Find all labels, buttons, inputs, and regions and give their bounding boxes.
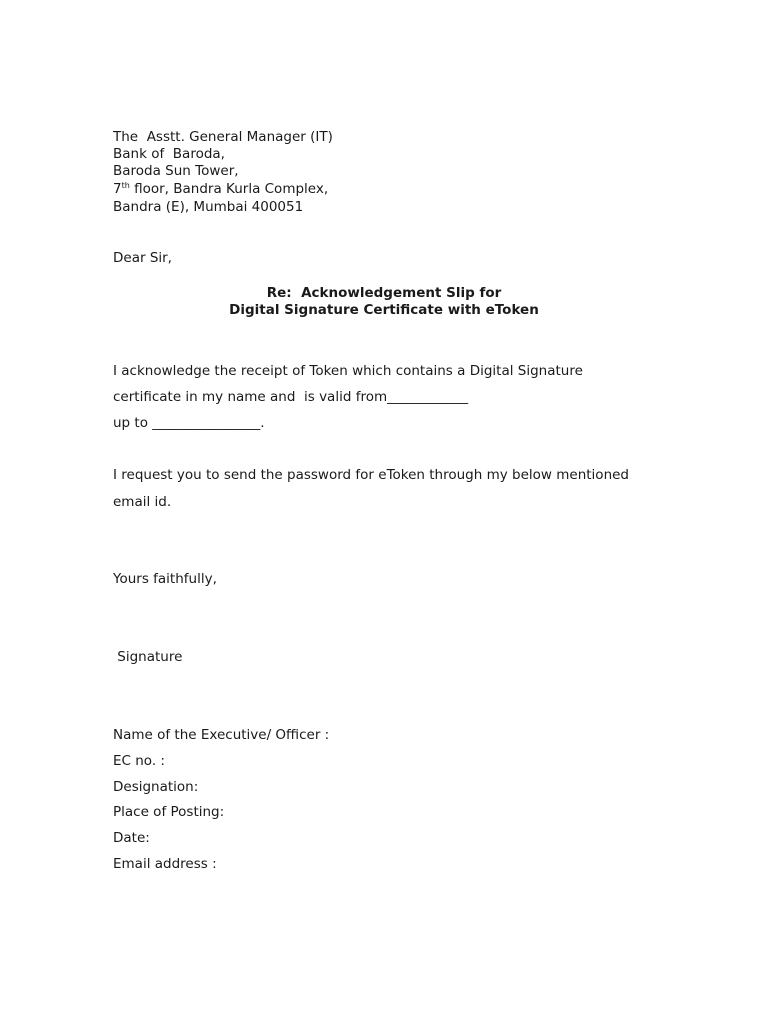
address-floor-number: 7 xyxy=(113,181,122,197)
field-email-address-label: Email address : xyxy=(113,856,217,872)
field-place-of-posting-label: Place of Posting: xyxy=(113,804,225,820)
address-line-5: Bandra (E), Mumbai 400051 xyxy=(113,199,304,215)
address-line-4 xyxy=(113,180,328,198)
field-designation-label: Designation: xyxy=(113,779,199,795)
salutation: Dear Sir, xyxy=(113,250,172,266)
field-name-label: Name of the Executive/ Officer : xyxy=(113,727,330,743)
address-floor-suffix: th xyxy=(121,181,130,190)
field-date-label: Date: xyxy=(113,830,150,846)
body-paragraph-1-line-2: certificate in my name and is valid from____________ xyxy=(113,389,469,405)
body-paragraph-2-line-2: email id. xyxy=(113,494,172,510)
signature-label: Signature xyxy=(113,649,183,665)
subject-line-2: Digital Signature Certificate with eToken xyxy=(229,302,539,318)
body-paragraph-1-line-1: I acknowledge the receipt of Token which contains a Digital Signature xyxy=(113,363,583,379)
body-paragraph-1-line-3: up to ________________. xyxy=(113,415,265,431)
address-line-3: Baroda Sun Tower, xyxy=(113,163,239,179)
body-paragraph-2-line-1: I request you to send the password for eToken through my below mentioned xyxy=(113,467,629,483)
address-line-4-rest: floor, Bandra Kurla Complex, xyxy=(129,181,329,197)
address-line-2: Bank of Baroda, xyxy=(113,146,225,162)
closing: Yours faithfully, xyxy=(113,571,217,587)
subject-line-1: Re: Acknowledgement Slip for xyxy=(266,285,502,301)
address-line-1: The Asstt. General Manager (IT) xyxy=(113,129,333,145)
field-ec-no-label: EC no. : xyxy=(113,753,165,769)
